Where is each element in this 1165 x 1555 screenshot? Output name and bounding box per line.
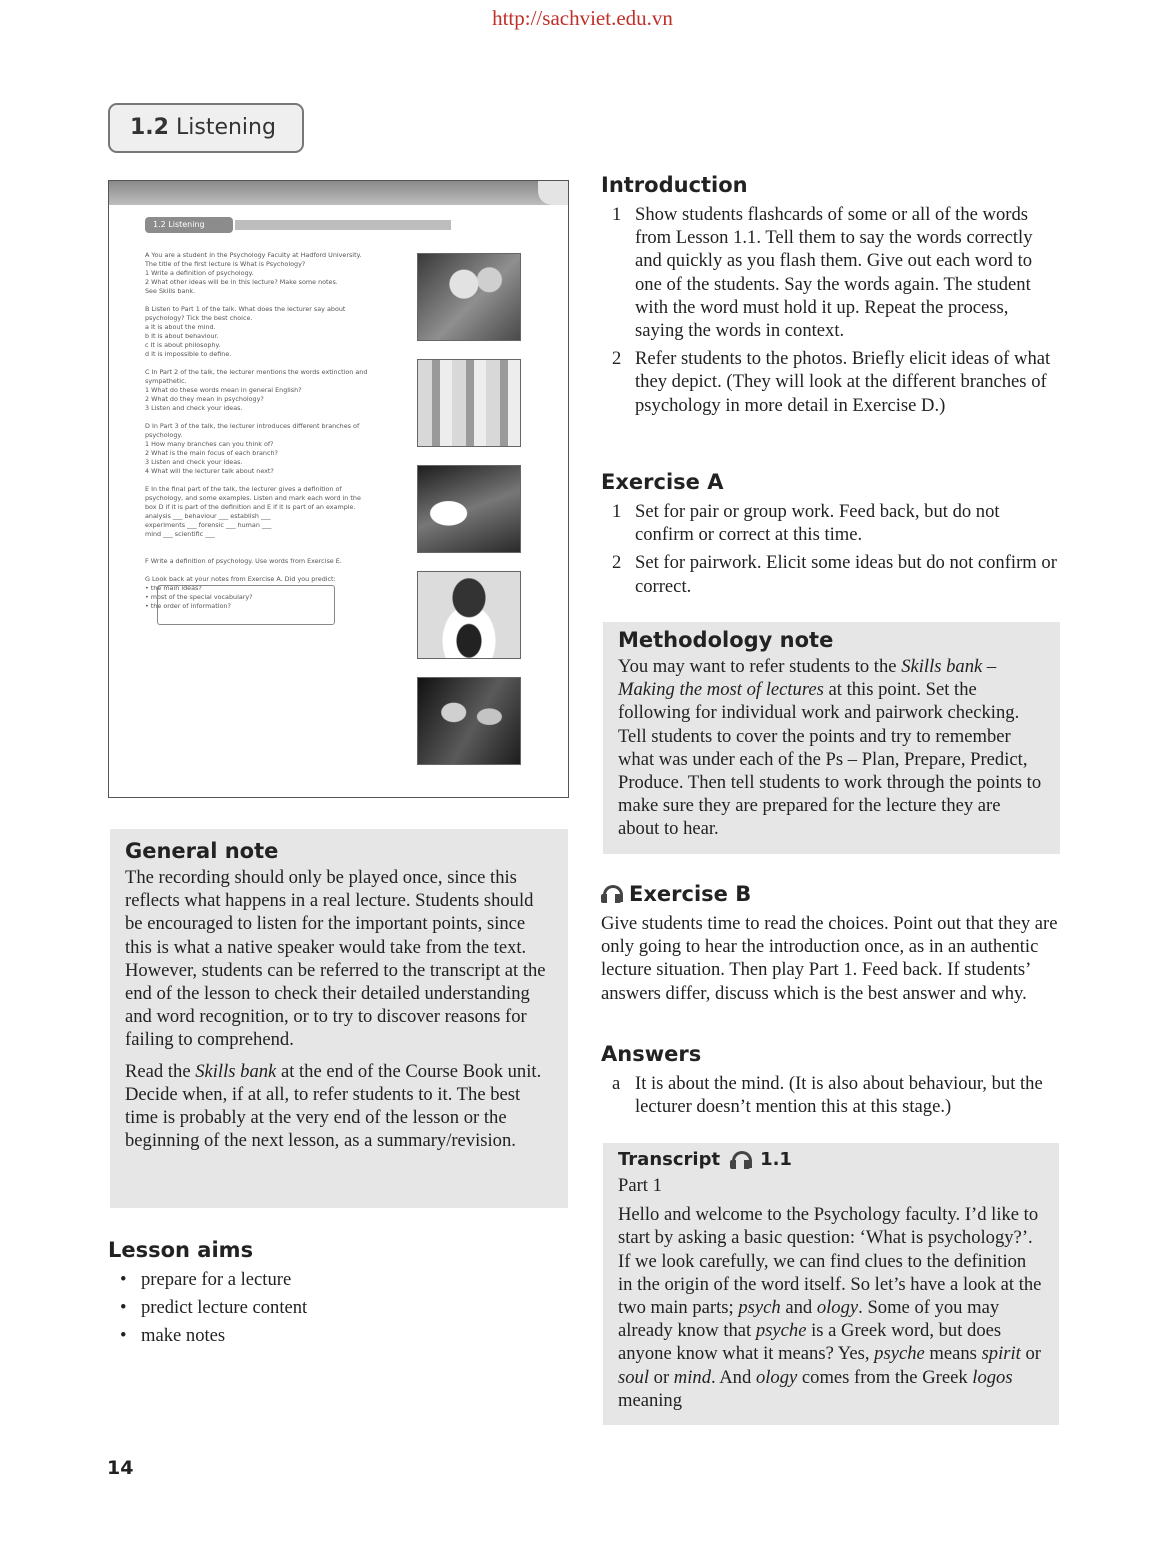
lesson-aims-list	[108, 1268, 568, 1348]
thumbnail-line: A You are a student in the Psychology Faculty at Hadford University.	[145, 251, 362, 259]
thumbnail-line	[145, 476, 405, 485]
thumbnail-line: c It is about philosophy.	[145, 341, 221, 349]
lesson-aims	[108, 1238, 568, 1353]
answers-heading: Answers	[601, 1042, 702, 1066]
thumbnail-line: See Skills bank.	[145, 287, 196, 295]
exercise-a-item-text: Set for pair or group work. Feed back, but do not confirm or correct at this time.	[635, 501, 1000, 546]
introduction-item-text: Refer students to the photos. Briefly elicit ideas of what they depict. (They will look at the different branches of psychology in more detail in Exercise D.)	[635, 348, 1051, 416]
thumbnail-line: D In Part 3 of the talk, the lecturer introduces different branches of	[145, 422, 360, 430]
course-book-thumbnail	[108, 180, 569, 798]
source-url[interactable]: http://sachviet.edu.vn	[492, 6, 673, 30]
thumbnail-line: F Write a definition of psychology. Use words from Exercise E.	[145, 557, 342, 565]
exercise-a-list	[601, 500, 1061, 598]
methodology-note-heading: Methodology note	[618, 628, 834, 652]
transcript-segment: mind	[673, 1366, 711, 1388]
thumbnail-line: • the main ideas?	[145, 584, 202, 592]
transcript-box	[603, 1143, 1059, 1425]
exercise-a-section	[601, 470, 1061, 603]
thumbnail-page-fold	[538, 181, 568, 205]
thumbnail-photo-group	[417, 677, 521, 765]
thumbnail-line: 1 What do these words mean in general English?	[145, 386, 302, 394]
exercise-a-item-number: 1	[612, 501, 622, 522]
thumbnail-line: sympathetic.	[145, 377, 187, 385]
answer-item	[601, 1072, 1063, 1118]
thumbnail-line: 3 Listen and check your ideas.	[145, 404, 243, 412]
thumbnail-line: psychology? Tick the best choice.	[145, 314, 253, 322]
thumbnail-line: 1 How many branches can you think of?	[145, 440, 274, 448]
transcript-segment: psyche	[755, 1320, 807, 1342]
thumbnail-line: • the order of information?	[145, 602, 231, 610]
exercise-a-item	[601, 551, 1061, 597]
thumbnail-line	[145, 296, 405, 305]
answer-item-number: a	[612, 1073, 621, 1094]
exercise-a-heading: Exercise A	[601, 470, 724, 494]
thumbnail-line: 1 Write a definition of psychology.	[145, 269, 254, 277]
introduction-item	[601, 203, 1061, 342]
answers-list	[601, 1072, 1063, 1118]
transcript-heading: Transcript 1.1	[618, 1149, 792, 1170]
exercise-b-section	[601, 882, 1061, 1005]
transcript-segment: psyche	[874, 1343, 925, 1365]
thumbnail-photo-forensic	[417, 465, 521, 553]
introduction-list	[601, 203, 1061, 417]
section-number: 1.2	[130, 115, 169, 140]
lesson-aim-item: • predict lecture content	[108, 1296, 568, 1319]
general-note-paragraph-1: The recording should only be played once, since this reflects what happens in a real lecture. Students should be encouraged to listen for the important points, since this is what a native speaker would take from the text. However, students can be referred to the transcript at the end of the lesson to check their detailed understanding and word recognition, or to try to discover reasons for failing to comprehend.	[125, 867, 546, 1051]
section-tab	[108, 103, 304, 153]
answer-item-text: It is about the mind. (It is also about behaviour, but the lecturer doesn’t mention this at this stage.)	[635, 1073, 1043, 1118]
thumbnail-header-band	[109, 181, 568, 205]
transcript-segment: Hello and welcome to the Psychology faculty. I’d like to start by asking a basic question: ‘What is psychology?’. If we look carefully, we can find clues to the definition in the origin of the word itself. So let’s have a look at the two main parts;	[618, 1204, 1042, 1319]
introduction-item-text: Show students flashcards of some or all of the words from Lesson 1.1. Tell them to say the words correctly and quickly as you flash them. Give out each word to one of the students. Say the words again. The student with the word must hold it up. Repeat the process, saying the words in context.	[635, 204, 1033, 342]
lesson-aim-item: • prepare for a lecture	[108, 1268, 568, 1291]
thumbnail-line: The title of the first lecture is What is Psychology?	[145, 260, 306, 268]
transcript-segment: means	[924, 1343, 982, 1365]
page-number: 14	[107, 1457, 134, 1479]
thumbnail-word-box	[157, 585, 335, 625]
thumbnail-line: C In Part 2 of the talk, the lecturer mentions the words extinction and	[145, 368, 368, 376]
thumbnail-photo-family	[417, 253, 521, 341]
transcript-segment: psych	[738, 1297, 781, 1319]
headphones-icon	[601, 884, 621, 904]
thumbnail-line: • most of the special vocabulary?	[145, 593, 253, 601]
general-note-box	[110, 829, 568, 1208]
thumbnail-line	[145, 566, 405, 575]
thumbnail-text	[145, 251, 405, 611]
thumbnail-line: 4 What will the lecturer talk about next?	[145, 467, 274, 475]
thumbnail-line: 2 What is the main focus of each branch?	[145, 449, 278, 457]
thumbnail-photo-sports	[417, 359, 521, 447]
thumbnail-line	[145, 539, 405, 548]
thumbnail-line	[145, 413, 405, 422]
general-note-heading: General note	[125, 839, 279, 863]
transcript-segment: soul	[618, 1366, 649, 1388]
transcript-segment: is a Greek word, but does anyone know what it means? Yes,	[618, 1320, 1002, 1365]
headphones-icon	[730, 1150, 750, 1170]
thumbnail-line: B Listen to Part 1 of the talk. What does the lecturer say about	[145, 305, 346, 313]
transcript-text	[618, 1203, 1045, 1412]
transcript-segment: ology	[816, 1297, 859, 1319]
exercise-a-item-number: 2	[612, 552, 622, 574]
thumbnail-line: b It is about behaviour.	[145, 332, 219, 340]
transcript-segment: or	[1020, 1343, 1041, 1365]
thumbnail-line: psychology.	[145, 431, 183, 439]
thumbnail-line: 2 What other ideas will be in this lecture? Make some notes.	[145, 278, 338, 286]
transcript-part-label: Part 1	[618, 1175, 662, 1196]
thumbnail-line: 3 Listen and check your ideas.	[145, 458, 243, 466]
thumbnail-line: analysis ___ behaviour ___ establish ___	[145, 512, 271, 520]
transcript-segment: logos	[972, 1366, 1013, 1388]
introduction-item-number: 2	[612, 348, 622, 370]
thumbnail-line: a It is about the mind.	[145, 323, 216, 331]
lesson-aim-item: • make notes	[108, 1324, 568, 1347]
thumbnail-skills-strip	[235, 220, 451, 230]
exercise-b-text: Give students time to read the choices. Point out that they are only going to hear the introduction once, as in an authentic lecture situation. Then play Part 1. Feed back. If students’ answers differ, discuss which is the best answer and why.	[601, 913, 1058, 1004]
general-note-paragraph-2: Read the Skills bank at the end of the Course Book unit. Decide when, if at all, to refer students to it. The best time is probably at the very end of the lesson or the beginning of the next lesson, as a summary/revision.	[125, 1060, 542, 1152]
thumbnail-line: 2 What do they mean in psychology?	[145, 395, 264, 403]
transcript-segment: ology	[755, 1366, 798, 1388]
thumbnail-line: G Look back at your notes from Exercise A. Did you predict:	[145, 575, 336, 583]
answers-section	[601, 1042, 1063, 1123]
thumbnail-line: mind ___ scientific ___	[145, 530, 215, 538]
thumbnail-line: experiments ___ forensic ___ human ___	[145, 521, 272, 529]
exercise-b-heading: Exercise B	[601, 882, 1061, 906]
transcript-segment: and	[780, 1297, 817, 1319]
thumbnail-line: E In the final part of the talk, the lecturer gives a definition of	[145, 485, 342, 493]
thumbnail-line	[145, 548, 405, 557]
introduction-item	[601, 347, 1061, 417]
exercise-a-item	[601, 500, 1061, 546]
thumbnail-line: d It is impossible to define.	[145, 350, 232, 358]
thumbnail-line	[145, 359, 405, 368]
transcript-segment: . And	[710, 1366, 756, 1388]
transcript-segment: spirit	[981, 1343, 1021, 1365]
transcript-segment: meaning	[618, 1389, 683, 1411]
transcript-segment: or	[649, 1366, 674, 1388]
introduction-heading: Introduction	[601, 173, 748, 197]
thumbnail-photo-inkblot	[417, 571, 521, 659]
thumbnail-tab: 1.2 Listening	[145, 217, 233, 233]
lesson-aims-heading: Lesson aims	[108, 1238, 254, 1262]
thumbnail-line: psychology, and some examples. Listen and mark each word in the	[145, 494, 361, 502]
section-title: Listening	[175, 115, 276, 140]
exercise-a-item-text: Set for pairwork. Elicit some ideas but do not confirm or correct.	[635, 552, 1057, 597]
methodology-note-box	[603, 622, 1060, 854]
introduction-item-number: 1	[612, 204, 622, 225]
thumbnail-line: box D if it is part of the definition and E if it is part of an example.	[145, 503, 356, 511]
transcript-segment: comes from the Greek	[797, 1366, 973, 1388]
introduction-section	[601, 173, 1061, 422]
transcript-segment: . Some of you may already know that	[618, 1297, 1000, 1342]
methodology-note-text: You may want to refer students to the Skills bank – Making the most of lectures at this point. Set the following for individual work and pairwork checking. Tell students to cover the points and try to remember what was under each of the Ps – Plan, Prepare, Predict, Produce. Then tell students to work through the points to make sure they are prepared for the lecture they are about to hear.	[618, 656, 1042, 840]
